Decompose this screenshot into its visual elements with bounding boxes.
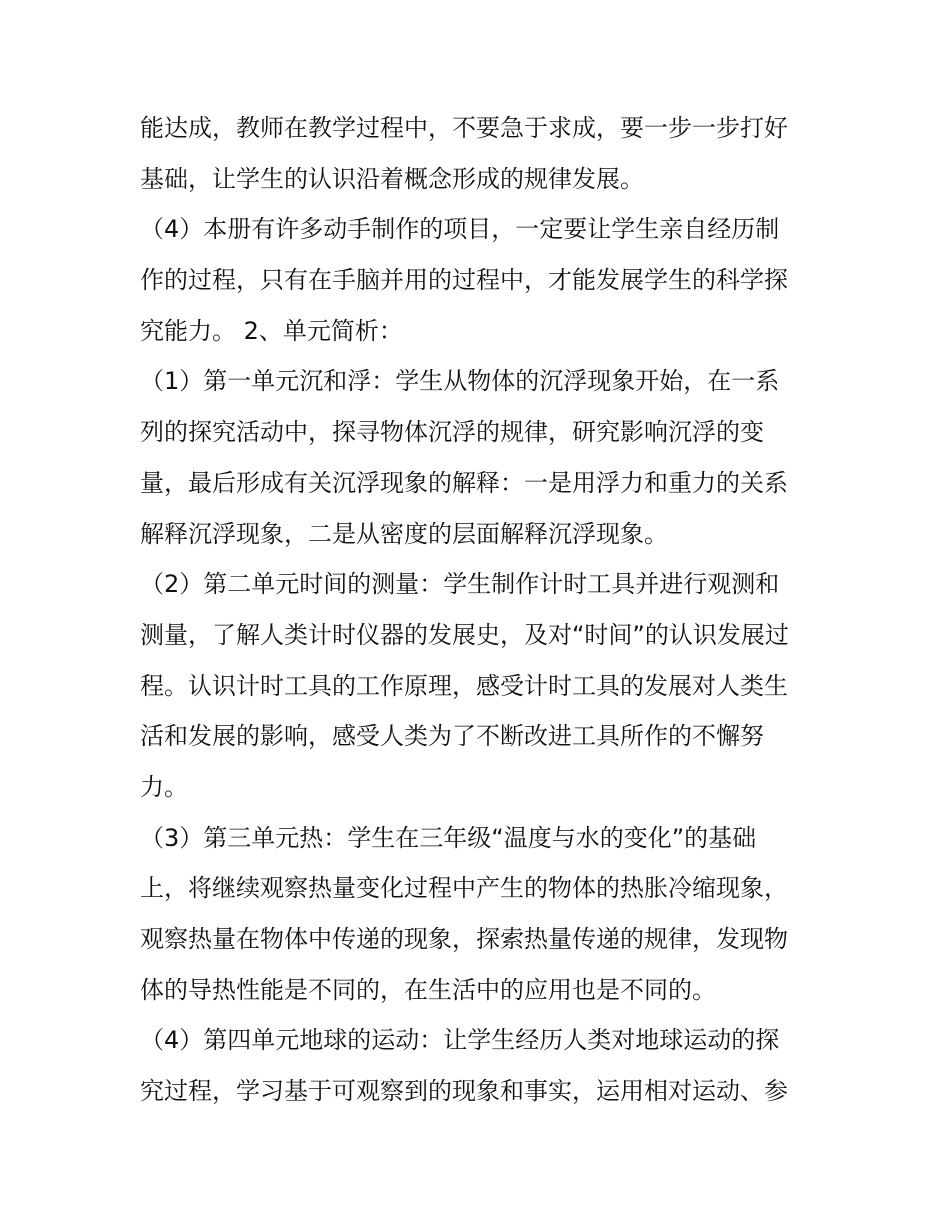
text-line: （4）本册有许多动手制作的项目，一定要让学生亲自经历制	[140, 215, 780, 244]
text-line: （2）第二单元时间的测量：学生制作计时工具并进行观测和	[140, 570, 780, 599]
text-line: 程。认识计时工具的工作原理，感受计时工具的发展对人类生	[140, 671, 788, 700]
text-line: 究能力。 2、单元简析：	[140, 316, 403, 345]
text-line: 列的探究活动中，探寻物体沉浮的规律，研究影响沉浮的变	[140, 418, 764, 447]
text-line: 究过程，学习基于可观察到的现象和事实，运用相对运动、参	[140, 1077, 788, 1106]
text-line: 观察热量在物体中传递的现象，探索热量传递的规律，发现物	[140, 925, 788, 953]
text-line: 基础，让学生的认识沿着概念形成的规律发展。	[140, 164, 644, 193]
text-line: （1）第一单元沉和浮：学生从物体的沉浮现象开始，在一系	[140, 367, 780, 396]
text-line: 体的导热性能是不同的，在生活中的应用也是不同的。	[140, 975, 716, 1004]
text-line: 量，最后形成有关沉浮现象的解释：一是用浮力和重力的关系	[140, 468, 788, 497]
text-line: 能达成，教师在教学过程中，不要急于求成，要一步一步打好	[140, 114, 788, 142]
body-text	[140, 103, 820, 1117]
text-line: （4）第四单元地球的运动：让学生经历人类对地球运动的探	[140, 1026, 780, 1055]
text-line: 上，将继续观察热量变化过程中产生的物体的热胀冷缩现象，	[140, 874, 788, 903]
text-line: 解释沉浮现象，二是从密度的层面解释沉浮现象。	[140, 519, 668, 548]
text-line: （3）第三单元热：学生在三年级“温度与水的变化”的基础	[140, 823, 757, 852]
text-line: 活和发展的影响，感受人类为了不断改进工具所作的不懈努	[140, 722, 764, 751]
text-line: 作的过程，只有在手脑并用的过程中，才能发展学生的科学探	[140, 266, 788, 295]
text-line: 力。	[140, 772, 188, 801]
text-line: 测量，了解人类计时仪器的发展史，及对“时间”的认识发展过	[140, 620, 789, 649]
